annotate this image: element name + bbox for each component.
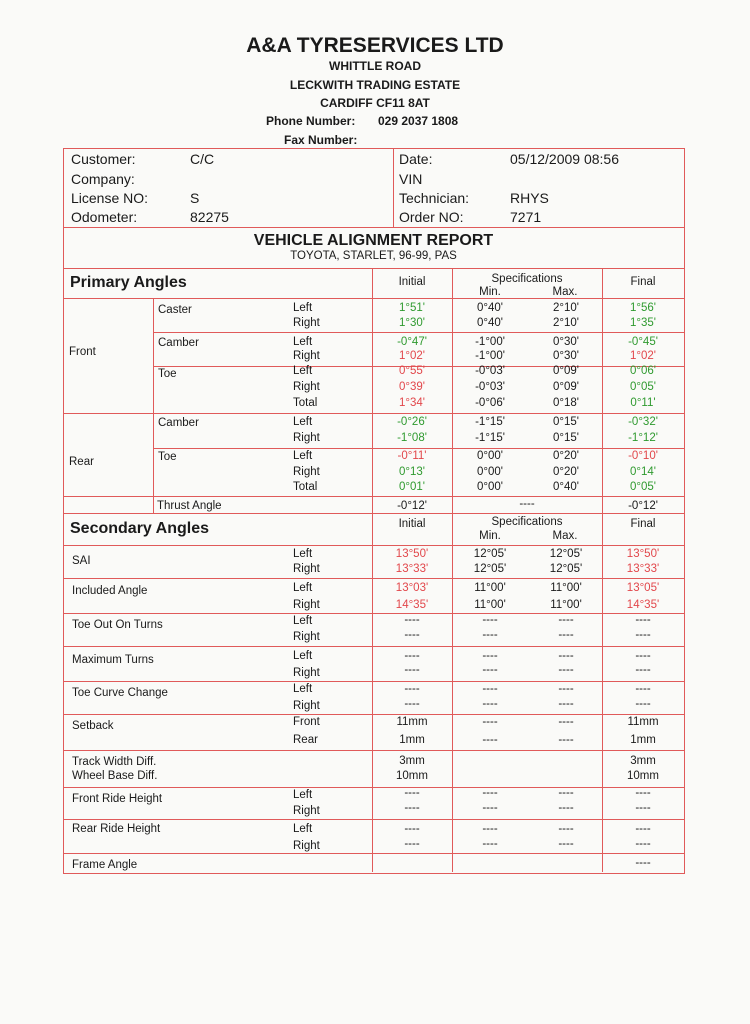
empty-value-dash: ---- [635,683,651,695]
empty-value-dash: ---- [404,838,420,850]
initial-value: -0°26' [397,416,427,428]
included-left-label: Left [293,582,313,594]
address-line-3: CARDIFF CF11 8AT [320,96,430,110]
angle-side-label: Right [293,317,320,329]
toe-out-on-turns-label: Toe Out On Turns [72,619,163,631]
empty-value-dash: ---- [482,683,498,695]
phone-number: 029 2037 1808 [378,114,459,128]
thrust-angle-label: Thrust Angle [157,500,222,512]
empty-value-dash: ---- [404,614,420,626]
empty-value-dash: ---- [482,716,498,728]
order-value: 7271 [510,209,542,225]
empty-value-dash: ---- [635,629,651,641]
included-left-max: 11°00' [550,582,582,594]
setback-rear-final: 1mm [630,734,656,746]
empty-value-dash: ---- [482,838,498,850]
included-right-max: 11°00' [550,599,582,611]
sai-left-label: Left [293,548,313,560]
sai-right-initial: 13°33' [395,563,429,575]
empty-value-dash: ---- [558,698,574,710]
angle-side-label: Left [293,336,313,348]
wheel-base-final: 10mm [627,770,659,782]
secondary-specifications-header: Specifications [491,516,563,528]
frame-angle-final-dash: ---- [635,857,651,869]
final-value: -0°32' [628,416,658,428]
empty-value-dash: ---- [482,802,498,814]
angle-group-label: Camber [158,417,199,429]
final-value: -0°10' [628,450,658,462]
spec-max-value: 0°20' [553,466,579,478]
technician-label: Technician: [399,190,470,206]
spec-max-value: 2°10' [553,317,579,329]
primary-angles-heading: Primary Angles [70,274,187,291]
customer-label: Customer: [71,151,136,167]
company-label: Company: [71,171,135,187]
sai-right-label: Right [293,563,320,575]
empty-value-dash: ---- [558,683,574,695]
vehicle-description: TOYOTA, STARLET, 96-99, PAS [290,250,457,262]
odometer-label: Odometer: [71,209,138,225]
final-value: -1°12' [628,432,658,444]
angle-side-label: Right [293,432,320,444]
angle-group-label: Toe [158,368,177,380]
technician-value: RHYS [510,190,549,206]
empty-value-dash: ---- [482,787,498,799]
empty-value-dash: ---- [482,614,498,626]
empty-value-dash: ---- [404,823,420,835]
odometer-value: 82275 [190,209,229,225]
toe-curve-left-label: Left [293,683,313,695]
angle-side-label: Left [293,302,313,314]
spec-min-value: 0°00' [477,481,503,493]
sai-right-max: 12°05' [549,563,583,575]
included-right-min: 11°00' [474,599,506,611]
empty-value-dash: ---- [482,650,498,662]
final-value: 0°05' [630,381,656,393]
spec-max-value: 0°40' [553,481,579,493]
specifications-header: Specifications [491,273,563,285]
empty-value-dash: ---- [558,823,574,835]
address-line-2: LECKWITH TRADING ESTATE [289,78,461,92]
empty-value-dash: ---- [482,629,498,641]
customer-value: C/C [190,151,215,167]
thrust-angle-final: -0°12' [628,500,658,512]
included-left-min: 11°00' [474,582,506,594]
sai-left-final: 13°50' [626,548,660,560]
initial-value: 1°34' [399,397,425,409]
final-value: 0°11' [630,397,656,409]
secondary-angles-heading: Secondary Angles [70,520,210,537]
final-value: 1°02' [630,350,656,362]
secondary-max-header: Max. [552,530,578,542]
final-value: 0°14' [630,466,656,478]
toe-curve-right-label: Right [293,700,320,712]
angle-side-label: Left [293,416,313,428]
empty-value-dash: ---- [558,787,574,799]
final-value: 0°06' [630,365,656,377]
final-value: 0°05' [630,481,656,493]
toe-out-left-label: Left [293,615,313,627]
angle-side-label: Left [293,450,313,462]
empty-value-dash: ---- [404,802,420,814]
initial-value: 0°01' [399,481,425,493]
spec-max-value: 0°15' [553,416,579,428]
spec-max-value: 0°15' [553,432,579,444]
final-value: 1°35' [630,317,656,329]
sai-left-max: 12°05' [549,548,583,560]
date-value: 05/12/2009 08:56 [510,151,619,167]
angle-side-label: Right [293,381,320,393]
empty-value-dash: ---- [558,650,574,662]
spec-min-value: 0°40' [477,317,503,329]
initial-header: Initial [398,276,426,288]
initial-value: 1°51' [399,302,425,314]
included-right-final: 14°35' [626,599,660,611]
included-angle-label: Included Angle [72,585,148,597]
empty-value-dash: ---- [404,664,420,676]
initial-value: -0°47' [397,336,427,348]
spec-max-value: 0°20' [553,450,579,462]
initial-value: 1°30' [399,317,425,329]
front-label: Front [69,346,96,358]
wheel-base-initial: 10mm [396,770,428,782]
included-right-label: Right [293,599,320,611]
max-turns-right-label: Right [293,667,320,679]
track-width-initial: 3mm [399,755,425,767]
angle-side-label: Total [293,397,318,409]
license-label: License NO: [71,190,149,206]
sai-left-min: 12°05' [473,548,507,560]
setback-front-label: Front [293,716,320,728]
empty-value-dash: ---- [558,838,574,850]
initial-value: -0°11' [397,450,427,462]
initial-value: 0°39' [399,381,425,393]
empty-value-dash: ---- [482,698,498,710]
empty-value-dash: ---- [482,664,498,676]
initial-value: -1°08' [397,432,427,444]
frame-angle-label: Frame Angle [72,859,138,871]
empty-value-dash: ---- [558,614,574,626]
fax-label: Fax Number: [284,133,358,147]
empty-value-dash: ---- [635,664,651,676]
rear-ride-left-label: Left [293,823,313,835]
setback-rear-initial: 1mm [399,734,425,746]
empty-value-dash: ---- [635,650,651,662]
license-value: S [190,190,200,206]
secondary-initial-header: Initial [398,518,426,530]
max-turns-left-label: Left [293,650,313,662]
empty-value-dash: ---- [558,716,574,728]
order-label: Order NO: [399,209,464,225]
spec-min-value: 0°00' [477,466,503,478]
empty-value-dash: ---- [558,734,574,746]
angle-group-label: Toe [158,451,177,463]
empty-value-dash: ---- [482,823,498,835]
empty-value-dash: ---- [635,802,651,814]
spec-max-value: 0°09' [553,365,579,377]
maximum-turns-label: Maximum Turns [72,654,154,666]
sai-left-initial: 13°50' [395,548,429,560]
report-title: VEHICLE ALIGNMENT REPORT [253,232,494,249]
angle-side-label: Right [293,466,320,478]
sai-right-min: 12°05' [473,563,507,575]
front-ride-height-label: Front Ride Height [72,793,163,805]
rear-ride-height-label: Rear Ride Height [72,823,161,835]
spec-max-value: 0°18' [553,397,579,409]
max-header: Max. [552,286,578,298]
spec-max-value: 0°30' [553,350,579,362]
empty-value-dash: ---- [635,698,651,710]
empty-value-dash: ---- [404,629,420,641]
initial-value: 0°13' [399,466,425,478]
wheel-base-diff-label: Wheel Base Diff. [72,770,158,782]
angle-side-label: Right [293,350,320,362]
spec-min-value: -0°03' [475,365,505,377]
track-width-final: 3mm [630,755,656,767]
final-header: Final [630,276,656,288]
empty-value-dash: ---- [558,664,574,676]
angle-side-label: Left [293,365,313,377]
date-label: Date: [399,151,433,167]
toe-curve-change-label: Toe Curve Change [72,687,168,699]
empty-value-dash: ---- [404,698,420,710]
front-ride-right-label: Right [293,805,320,817]
empty-value-dash: ---- [635,614,651,626]
front-ride-left-label: Left [293,789,313,801]
setback-front-final: 11mm [627,716,659,728]
spec-max-value: 0°09' [553,381,579,393]
track-width-diff-label: Track Width Diff. [72,756,157,768]
spec-min-value: -0°06' [475,397,505,409]
secondary-final-header: Final [630,518,656,530]
rear-label: Rear [69,456,94,468]
included-left-initial: 13°03' [395,582,429,594]
spec-min-value: -1°15' [475,416,505,428]
min-header: Min. [479,286,501,298]
final-value: -0°45' [628,336,658,348]
empty-value-dash: ---- [404,650,420,662]
angle-side-label: Total [293,481,318,493]
spec-max-value: 0°30' [553,336,579,348]
sai-right-final: 13°33' [626,563,660,575]
empty-value-dash: ---- [482,734,498,746]
empty-value-dash: ---- [558,629,574,641]
initial-value: 1°02' [399,350,425,362]
included-left-final: 13°05' [626,582,660,594]
company-name: A&A TYRESERVICES LTD [246,34,504,57]
phone-label: Phone Number: [266,114,356,128]
empty-value-dash: ---- [635,838,651,850]
vin-label: VIN [399,171,423,187]
toe-out-right-label: Right [293,631,320,643]
empty-value-dash: ---- [635,823,651,835]
empty-value-dash: ---- [404,787,420,799]
spec-min-value: 0°00' [477,450,503,462]
final-value: 1°56' [630,302,656,314]
thrust-angle-spec: ---- [519,498,535,510]
sai-label: SAI [72,555,91,567]
empty-value-dash: ---- [558,802,574,814]
setback-label: Setback [72,720,114,732]
thrust-angle-initial: -0°12' [397,500,427,512]
setback-front-initial: 11mm [396,716,428,728]
initial-value: 0°55' [399,365,425,377]
rear-ride-right-label: Right [293,840,320,852]
secondary-min-header: Min. [479,530,501,542]
spec-min-value: 0°40' [477,302,503,314]
address-line-1: WHITTLE ROAD [329,59,421,73]
spec-min-value: -1°15' [475,432,505,444]
spec-max-value: 2°10' [553,302,579,314]
angle-group-label: Caster [158,304,192,316]
setback-rear-label: Rear [293,734,318,746]
included-right-initial: 14°35' [395,599,429,611]
spec-min-value: -0°03' [475,381,505,393]
spec-min-value: -1°00' [475,336,505,348]
empty-value-dash: ---- [635,787,651,799]
empty-value-dash: ---- [404,683,420,695]
angle-group-label: Camber [158,337,199,349]
spec-min-value: -1°00' [475,350,505,362]
